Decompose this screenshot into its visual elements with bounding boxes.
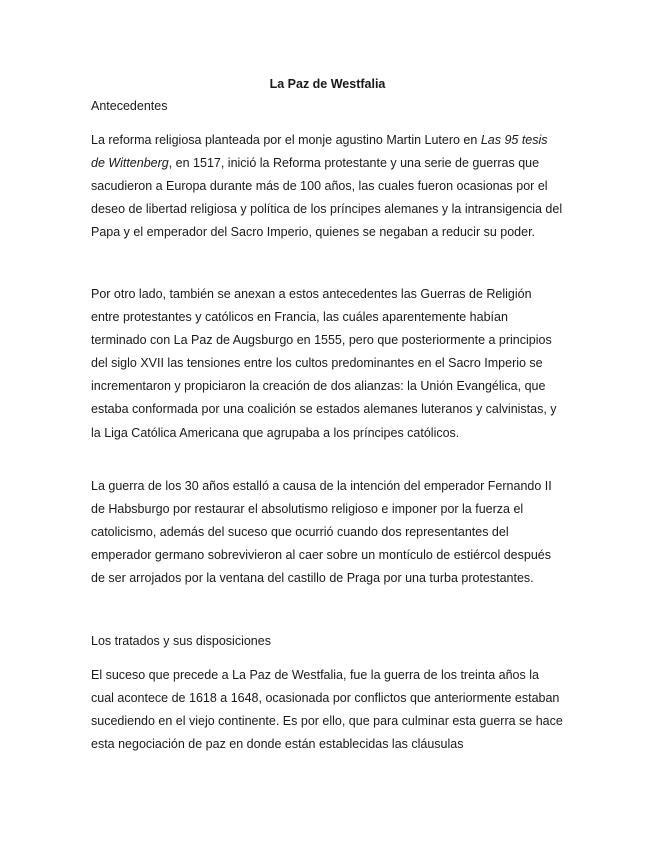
- paragraph-1-italic-title: Las 95 tesis de Wittenberg: [91, 133, 548, 171]
- section-heading-tratados: Los tratados y sus disposiciones: [91, 634, 271, 648]
- paragraph-1: [91, 129, 563, 244]
- document-title: La Paz de Westfalia: [269, 77, 386, 91]
- paragraph-1-text-start: La reforma religiosa planteada por el monje agustino Martin Lutero en: [91, 133, 481, 147]
- paragraph-2: Por otro lado, también se anexan a estos antecedentes las Guerras de Religión entre protestantes y católicos en Francia, las cuáles aparentemente habían terminado con La Paz de Augsburgo en 1555, pero que posteriormente a principios del siglo XVII las tensiones entre los cultos predominantes en el Sacro Imperio se incrementaron y propiciaron la creación de dos alianzas: la Unión Evangélica, que estaba conformada por una coalición se estados alemanes luteranos y calvinistas, y la Liga Católica Americana que agrupaba a los príncipes católicos.: [91, 287, 557, 440]
- paragraph-1-text-end: , en 1517, inició la Reforma protestante y una serie de guerras que sacudieron a Europa durante más de 100 años, las cuales fueron ocasionas por el deseo de libertad religiosa y política de los príncipes alemanes y la intransigencia del Papa y el emperador del Sacro Imperio, quienes se negaban a reducir su poder.: [91, 156, 563, 240]
- paragraph-3: La guerra de los 30 años estalló a causa de la intención del emperador Fernando II de Habsburgo por restaurar el absolutismo religioso e imponer por la fuerza el catolicismo, además del suceso que ocurrió cuando dos representantes del emperador germano sobrevivieron al caer sobre un montículo de estiércol después de ser arrojados por la ventana del castillo de Praga por una turba protestantes.: [91, 479, 552, 586]
- section-heading-antecedentes: Antecedentes: [91, 99, 168, 113]
- paragraph-4: El suceso que precede a La Paz de Westfalia, fue la guerra de los treinta años la cual acontece de 1618 a 1648, ocasionada por conflictos que anteriormente estaban sucediendo en el viejo continente. Es por ello, que para culminar esta guerra se hace esta negociación de paz en donde están establecidas las cláusulas: [91, 668, 563, 752]
